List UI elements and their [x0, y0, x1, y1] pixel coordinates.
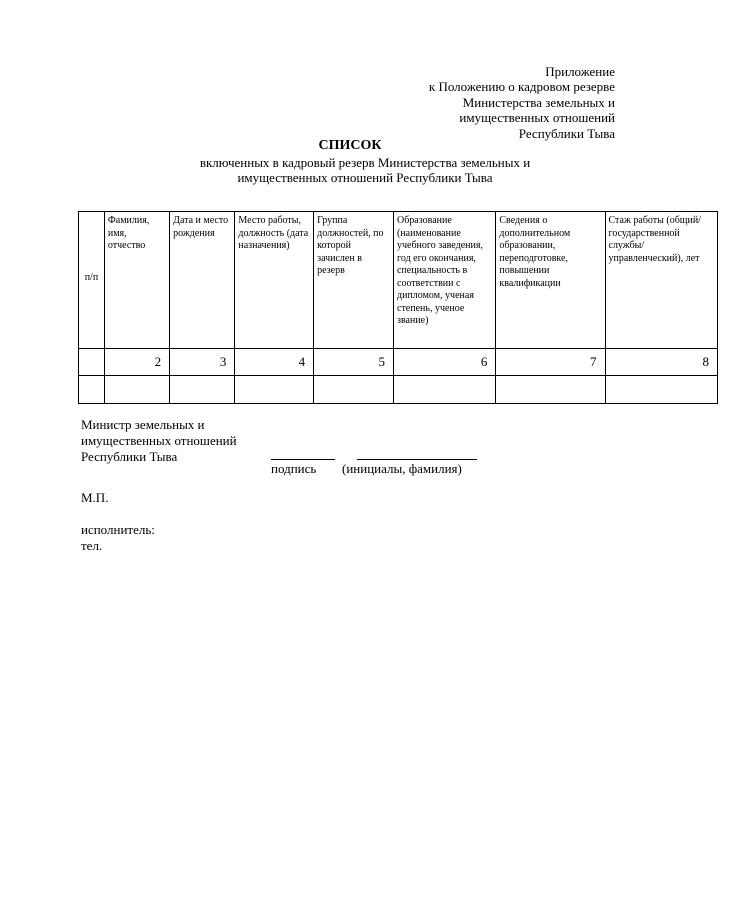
stamp-label: М.П. — [81, 490, 109, 505]
table-cell — [235, 376, 314, 404]
subtitle-line: включенных в кадровый резерв Министерства земельных и — [199, 155, 531, 170]
table-header-row — [79, 212, 718, 349]
header-work-experience: Стаж работы (общий/ государственной службы/ управленческий), лет — [605, 212, 718, 349]
header-number: п/п — [79, 212, 105, 349]
header-workplace: Место работы, должность (дата назначения) — [235, 212, 314, 349]
reserve-table-wrapper — [78, 211, 709, 403]
appendix-line: Министерства земельных и — [462, 94, 615, 110]
table-column-numbers-row — [79, 349, 718, 376]
column-number-cell: 4 — [235, 349, 314, 376]
table-cell — [605, 376, 718, 404]
header-additional-education: Сведения о дополнительном образовании, переподготовке, повышении квалификации — [496, 212, 605, 349]
header-position-group: Группа должностей, по которой зачислен в резерв — [314, 212, 394, 349]
reserve-table — [78, 211, 718, 404]
column-number-cell: 2 — [104, 349, 169, 376]
table-cell — [496, 376, 605, 404]
header-birth: Дата и место рождения — [170, 212, 235, 349]
header-education: Образование (наименование учебного заведения, год его окончания, специальность в соответствии с дипломом, ученая степень, ученое звание) — [394, 212, 496, 349]
header-full-name: Фамилия, имя, отчество — [104, 212, 169, 349]
appendix-line: Республики Тыва — [518, 125, 615, 141]
column-number-cell: 5 — [314, 349, 394, 376]
appendix-line: имущественных отношений — [459, 110, 615, 126]
column-number-cell: 6 — [394, 349, 496, 376]
signature-caption: подпись — [271, 461, 317, 476]
appendix-line: к Положению о кадровом резерве — [428, 79, 615, 95]
phone-label: тел. — [81, 538, 103, 553]
initials-caption: (инициалы, фамилия) — [342, 461, 462, 476]
subtitle-line: имущественных отношений Республики Тыва — [237, 170, 493, 185]
executor-label: исполнитель: — [81, 522, 155, 537]
minister-line: Республики Тыва — [81, 449, 178, 464]
table-cell — [170, 376, 235, 404]
table-cell — [394, 376, 496, 404]
column-number-cell: 8 — [605, 349, 718, 376]
column-number-cell: 7 — [496, 349, 605, 376]
minister-line: Министр земельных и — [81, 417, 205, 432]
appendix-line: Приложение — [545, 64, 615, 79]
appendix-header — [429, 64, 615, 141]
document-title: СПИСОК — [318, 138, 382, 153]
column-number-cell: 3 — [170, 349, 235, 376]
table-cell — [314, 376, 394, 404]
initials-line — [357, 459, 477, 460]
table-cell — [104, 376, 169, 404]
document-subtitle — [0, 155, 730, 185]
column-number-cell — [79, 349, 105, 376]
table-cell — [79, 376, 105, 404]
minister-line: имущественных отношений — [81, 433, 237, 448]
signature-line — [271, 459, 335, 460]
table-row — [79, 376, 718, 404]
minister-title — [81, 417, 237, 465]
executor-block — [81, 522, 155, 554]
